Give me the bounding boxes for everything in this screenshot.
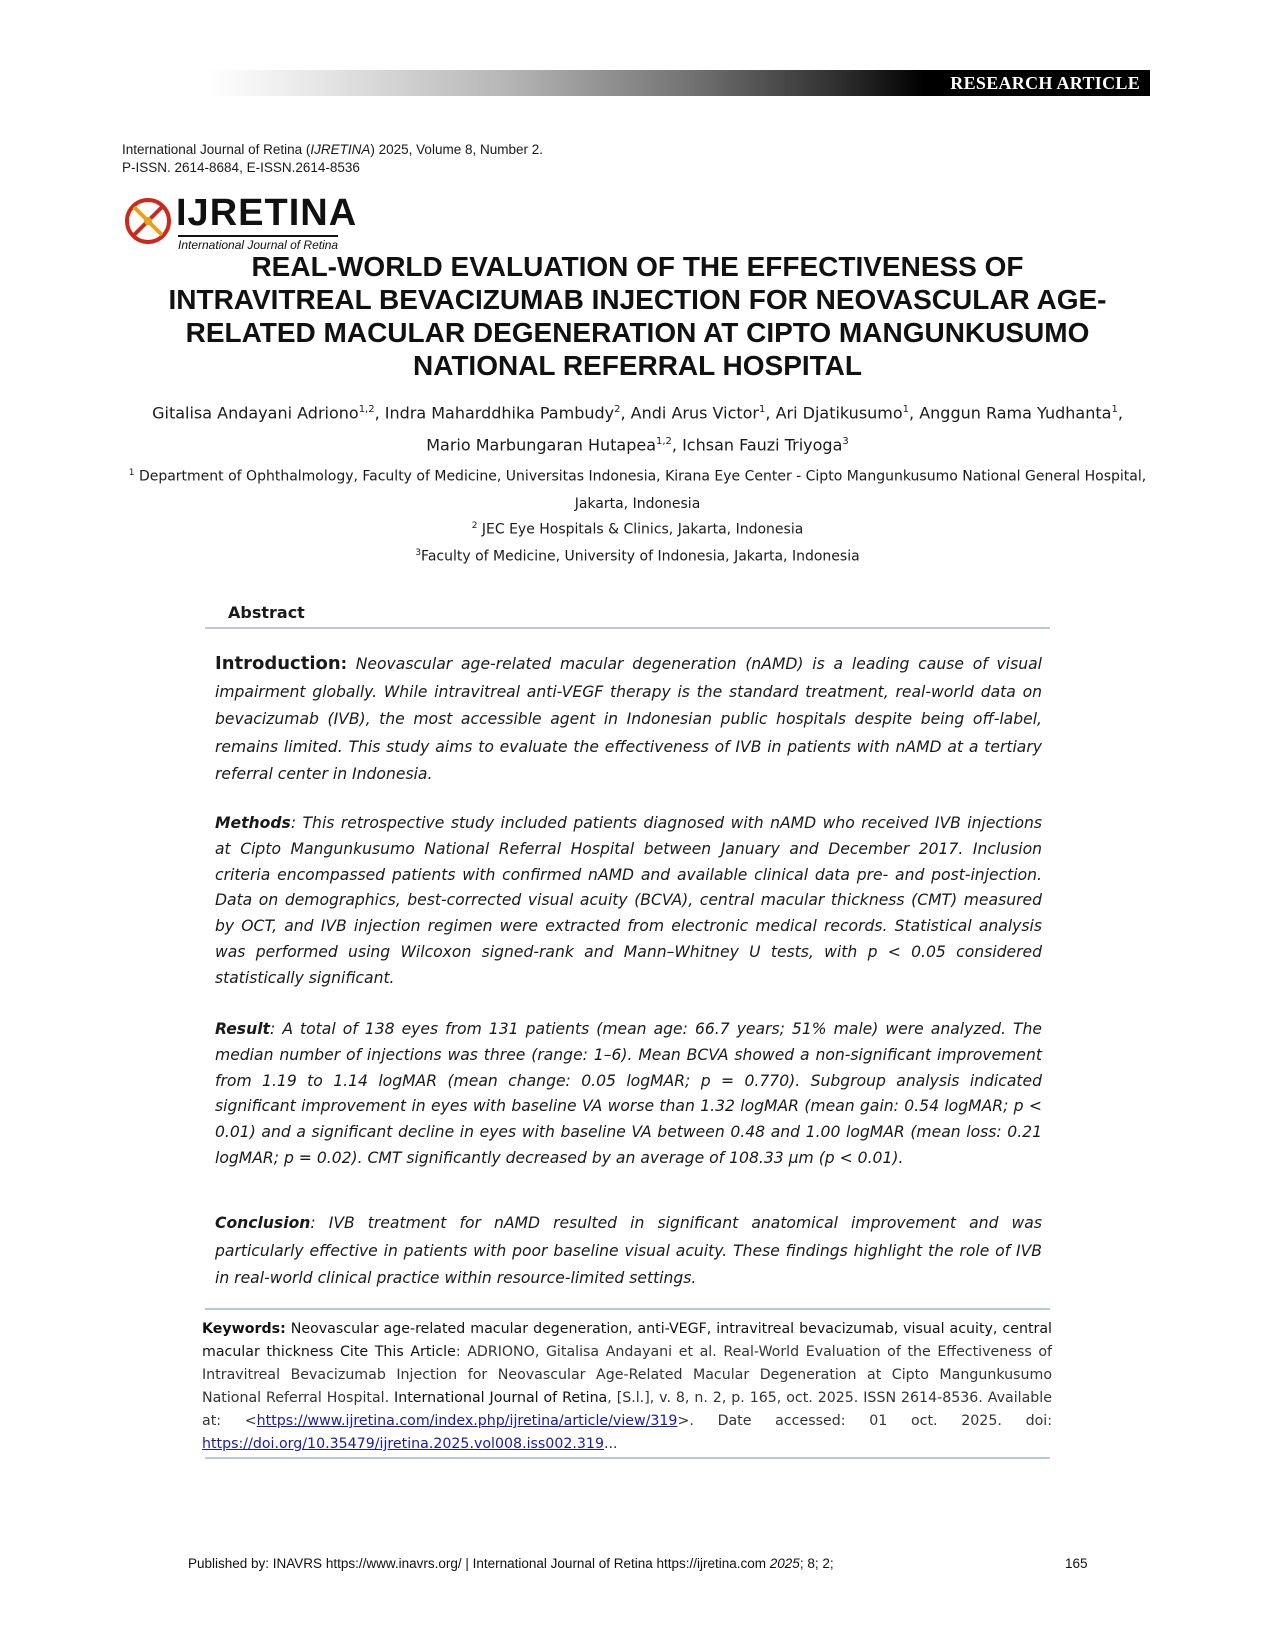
author-name: Ari Djatikusumo xyxy=(775,403,903,423)
affiliation-number: 2 xyxy=(471,521,478,531)
keywords-bottom-rule xyxy=(205,1457,1050,1459)
logo-wordmark: IJRETINA xyxy=(176,192,358,234)
author-affiliation-mark: 2 xyxy=(614,404,621,415)
footer-text: Published by: INAVRS https://www.inavrs.org/ | International Journal of Retina https://ijretina.com xyxy=(188,1556,770,1571)
author-name: Mario Marbungaran Hutapea xyxy=(426,435,656,455)
cite-text: : ADRIONO, Gitalisa Andayani et al. Real-World Evaluation of the Effectiveness of Intravitreal Bevacizumab Injection for Neovascular Age-Related Macular Degeneration at Cipto Mangunkusumo National Referral Hospital. xyxy=(202,1344,1052,1406)
article-url-link[interactable]: https://www.ijretina.com/index.php/ijretina/article/view/319 xyxy=(256,1413,678,1429)
author-affiliation-mark: 1 xyxy=(902,404,910,415)
author-name: Gitalisa Andayani Adriono xyxy=(152,403,359,423)
keywords-label: Keywords: xyxy=(202,1321,286,1337)
journal-abbrev: IJRETINA xyxy=(310,142,371,157)
author-affiliation-mark: 1 xyxy=(759,404,766,415)
page-number: 165 xyxy=(1065,1556,1088,1571)
journal-line-prefix: International Journal of Retina ( xyxy=(122,142,311,157)
abstract-methods: Methods: This retrospective study included patients diagnosed with nAMD who received IVB injections at Cipto Mangunkusumo National Referral Hospital between January and December 2017. Inclusion criteria encompassed patients with confirmed nAMD and available clinical data pre- and post-injection. Data on demographics, best-corrected visual acuity (BCVA), central macular thickness (CMT) measured by OCT, and IVB injection regimen were extracted from electronic medical records. Statistical analysis was performed using Wilcoxon signed-rank and Mann–Whitney U tests, with p < 0.05 considered statistically significant. xyxy=(215,814,1042,987)
article-type-banner xyxy=(207,70,1150,96)
section-label: Introduction xyxy=(215,653,341,674)
section-text: IVB treatment for nAMD resulted in significant anatomical improvement and was particularly effective in patients with poor baseline visual acuity. These findings highlight the role of IVB in real-world clinical practice within resource-limited settings. xyxy=(215,1214,1042,1287)
affiliation-text: Department of Ophthalmology, Faculty of Medicine, Universitas Indonesia, Kirana Eye Center - Cipto Mangunkusumo National General Hospital, Jakarta, Indonesia xyxy=(138,468,1147,512)
author-name: Ichsan Fauzi Triyoga xyxy=(682,435,843,455)
author-name: Anggun Rama Yudhanta xyxy=(919,403,1112,423)
keywords-top-rule xyxy=(205,1308,1050,1310)
section-text: This retrospective study included patients diagnosed with nAMD who received IVB injections at Cipto Mangunkusumo National Referral Hospital between January and December 2017. Inclusion criteria encompassed patients with confirmed nAMD and available clinical data pre- and post-injection. Data on demographics, best-corrected visual acuity (BCVA), central macular thickness (CMT) measured by OCT, and IVB injection regimen were extracted from electronic medical records. Statistical analysis was performed using Wilcoxon signed-rank and Mann–Whitney U tests, with p < 0.05 considered statistically significant. xyxy=(215,814,1042,987)
section-text: Neovascular age-related macular degeneration (nAMD) is a leading cause of visual impairment globally. While intravitreal anti-VEGF therapy is the standard treatment, real-world data on bevacizumab (IVB), the most accessible agent in Indonesian public hospitals despite being off-label, remains limited. This study aims to evaluate the effectiveness of IVB in patients with nAMD at a tertiary referral center in Indonesia. xyxy=(215,655,1042,783)
doi-link[interactable]: https://doi.org/10.35479/ijretina.2025.vol008.iss002.319 xyxy=(202,1436,604,1452)
author-name: Indra Maharddhika Pambudy xyxy=(384,403,615,423)
author-list: Gitalisa Andayani Adriono$^{1,2}$, Indra Maharddhika Pambudy$^2$, Andi Arus Victor$^1$, Ari Djatikusumo$^1$, Anggun Rama Yudhanta$^1$, Mario Marbungaran Hutapea$^{1,2}$, Ichsan Fauzi Triyoga$^3$ xyxy=(152,403,1123,455)
affiliation-number: 3 xyxy=(415,548,422,558)
article-title: REAL-WORLD EVALUATION OF THE EFFECTIVENESS OF INTRAVITREAL BEVACIZUMAB INJECTION FOR NEOVASCULAR AGE-RELATED MACULAR DEGENERATION AT CIPTO MANGUNKUSUMO NATIONAL REFERRAL HOSPITAL xyxy=(168,251,1107,381)
affiliation-3 xyxy=(110,540,1165,571)
journal-line-suffix: ) 2025, Volume 8, Number 2. xyxy=(370,142,543,157)
author-name: Andi Arus Victor xyxy=(630,403,760,423)
cite-journal: International Journal of Retina xyxy=(394,1390,608,1406)
article-type-label: RESEARCH ARTICLE xyxy=(950,73,1140,93)
abstract-top-rule xyxy=(205,627,1050,629)
issn-line: P-ISSN. 2614-8684, E-ISSN.2614-8536 xyxy=(122,160,360,175)
page-footer: Published by: INAVRS https://www.inavrs.org/ | International Journal of Retina https://ijretina.com 2025; 8; 2; xyxy=(188,1556,834,1571)
affiliation-number: 1 xyxy=(128,468,135,478)
section-label: Methods xyxy=(215,814,291,832)
affiliation-text: JEC Eye Hospitals & Clinics, Jakarta, Indonesia xyxy=(481,521,804,538)
abstract-introduction: Introduction: Neovascular age-related macular degeneration (nAMD) is a leading cause of visual impairment globally. While intravitreal anti-VEGF therapy is the standard treatment, real-world data on bevacizumab (IVB), the most accessible agent in Indonesian public hospitals despite being off-label, remains limited. This study aims to evaluate the effectiveness of IVB in patients with nAMD at a tertiary referral center in Indonesia. xyxy=(215,653,1042,783)
author-affiliation-mark: 1,2 xyxy=(358,404,375,415)
logo-tagline: International Journal of Retina xyxy=(178,235,338,252)
abstract-heading: Abstract xyxy=(228,603,305,622)
journal-citation-line xyxy=(122,142,543,157)
affiliation-text: Faculty of Medicine, University of Indonesia, Jakarta, Indonesia xyxy=(421,548,860,565)
keywords-text: Neovascular age-related macular degeneration, anti-VEGF, intravitreal bevacizumab, visual acuity, central macular thickness xyxy=(202,1321,1052,1360)
author-affiliation-mark: 1 xyxy=(1111,404,1118,415)
abstract-result: Result: A total of 138 eyes from 131 patients (mean age: 66.7 years; 51% male) were analyzed. The median number of injections was three (range: 1–6). Mean BCVA showed a non-significant improvement from 1.19 to 1.14 logMAR (mean change: 0.05 logMAR; p = 0.770). Subgroup analysis indicated significant improvement in eyes with baseline VA worse than 1.32 logMAR (mean gain: 0.54 logMAR; p < 0.01) and a significant decline in eyes with baseline VA between 0.48 and 1.00 logMAR (mean loss: 0.21 logMAR; p = 0.02). CMT significantly decreased by an average of 108.33 µm (p < 0.01). xyxy=(215,1020,1042,1167)
section-text: A total of 138 eyes from 131 patients (mean age: 66.7 years; 51% male) were analyzed. The median number of injections was three (range: 1–6). Mean BCVA showed a non-significant improvement from 1.19 to 1.14 logMAR (mean change: 0.05 logMAR; p = 0.770). Subgroup analysis indicated significant improvement in eyes with baseline VA worse than 1.32 logMAR (mean gain: 0.54 logMAR; p < 0.01) and a significant decline in eyes with baseline VA between 0.48 and 1.00 logMAR (mean loss: 0.21 logMAR; p = 0.02). CMT significantly decreased by an average of 108.33 µm (p < 0.01). xyxy=(215,1020,1042,1167)
section-label: Conclusion xyxy=(215,1214,311,1232)
author-affiliation-mark: 1,2 xyxy=(656,436,672,448)
abstract-conclusion: Conclusion: IVB treatment for nAMD resulted in significant anatomical improvement and was particularly effective in patients with poor baseline visual acuity. These findings highlight the role of IVB in real-world clinical practice within resource-limited settings. xyxy=(215,1214,1042,1287)
footer-year: 2025 xyxy=(769,1556,800,1571)
keywords-citation-block: Keywords: Neovascular age-related macular degeneration, anti-VEGF, intravitreal bevacizumab, visual acuity, central macular thickness Cite This Article: ADRIONO, Gitalisa Andayani et al. Real-World Evaluation of the Effectiveness of Intravitreal Bevacizumab Injection for Neovascular Age-Related Macular Degeneration at Cipto Mangunkusumo National Referral Hospital. International Journal of Retina, [S.l.], v. 8, n. 2, p. 165, oct. 2025. ISSN 2614-8536. Available at: <https://www.ijretina.com/index.php/ijretina/article/view/319>. Date accessed: 01 oct. 2025. doi: https://doi.org/10.35479/ijretina.2025.vol008.iss002.319... xyxy=(202,1321,1052,1452)
author-affiliation-mark: 3 xyxy=(842,436,849,448)
cite-label: Cite This Article xyxy=(340,1344,456,1360)
section-label: Result xyxy=(215,1020,270,1038)
affiliation-1 xyxy=(110,460,1165,518)
